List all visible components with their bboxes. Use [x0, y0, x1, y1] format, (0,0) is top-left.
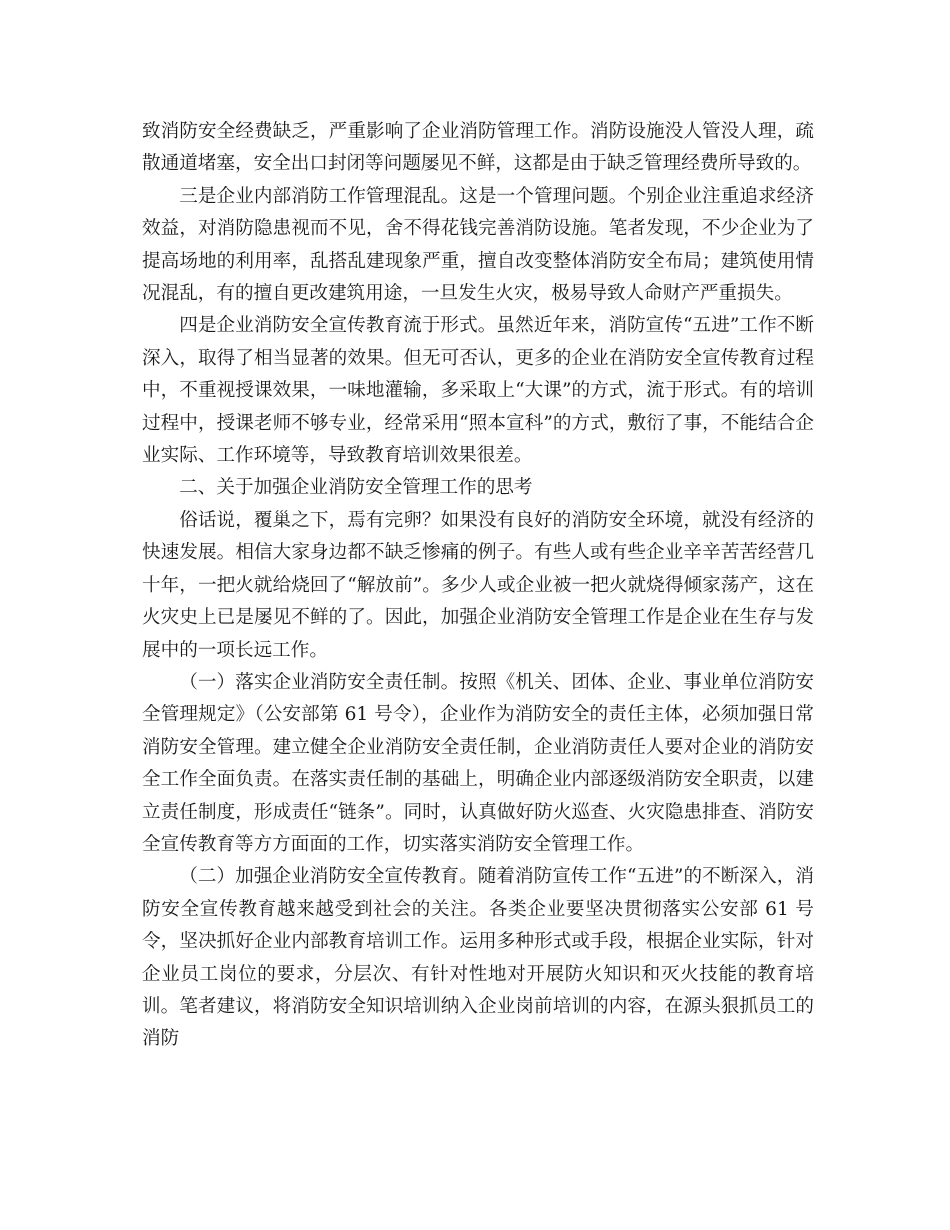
paragraph-proverb: 俗话说，覆巢之下，焉有完卵？如果没有良好的消防安全环境，就没有经济的快速发展。相信大家身边都不缺乏惨痛的例子。有些人或有些企业辛辛苦苦经营几十年，一把火就给烧回了“解放前”。多少人或企业被一把火就烧得倾家荡产，这在火灾史上已是屡见不鲜的了。因此，加强企业消防安全管理工作是企业在生存与发展中的一项长远工作。 [142, 509, 814, 661]
paragraph-continued: 致消防安全经费缺乏，严重影响了企业消防管理工作。消防设施没人管没人理，疏散通道堵塞，安全出口封闭等问题屡见不鲜，这都是由于缺乏管理经费所导致的。 [142, 121, 814, 175]
paragraph-fourth-issue: 四是企业消防安全宣传教育流于形式。虽然近年来，消防宣传“五进”工作不断深入，取得了相当显著的效果。但无可否认，更多的企业在消防安全宣传教育过程中，不重视授课效果，一味地灌输，多采取上“大课”的方式，流于形式。有的培训过程中，授课老师不够专业，经常采用“照本宣科”的方式，敷衍了事，不能结合企业实际、工作环境等，导致教育培训效果很差。 [142, 315, 814, 467]
paragraph-item-one: （一）落实企业消防安全责任制。按照《机关、团体、企业、事业单位消防安全管理规定》（公安部第 61 号令），企业作为消防安全的责任主体，必须加强日常消防安全管理。建立健全企业消防安全责任制，企业消防责任人要对企业的消防安全工作全面负责。在落实责任制的基础上，明确企业内部逐级消防安全职责，以建立责任制度，形成责任“链条”。同时，认真做好防火巡查、火灾隐患排查、消防安全宣传教育等方方面面的工作，切实落实消防安全管理工作。 [142, 671, 814, 855]
paragraph-item-two: （二）加强企业消防安全宣传教育。随着消防宣传工作“五进”的不断深入，消防安全宣传教育越来越受到社会的关注。各类企业要坚决贯彻落实公安部 61 号令，坚决抓好企业内部教育培训工作。运用多种形式或手段，根据企业实际，针对企业员工岗位的要求，分层次、有针对性地对开展防火知识和灭火技能的教育培训。笔者建议，将消防安全知识培训纳入企业岗前培训的内容，在源头狠抓员工的消防 [142, 866, 814, 1050]
document-body [142, 116, 814, 1056]
paragraph-third-issue: 三是企业内部消防工作管理混乱。这是一个管理问题。个别企业注重追求经济效益，对消防隐患视而不见，舍不得花钱完善消防设施。笔者发现，不少企业为了提高场地的利用率，乱搭乱建现象严重，擅自改变整体消防安全布局；建筑使用情况混乱，有的擅自更改建筑用途，一旦发生火灾，极易导致人命财产严重损失。 [142, 185, 814, 305]
section-heading: 二、关于加强企业消防安全管理工作的思考 [179, 477, 533, 499]
